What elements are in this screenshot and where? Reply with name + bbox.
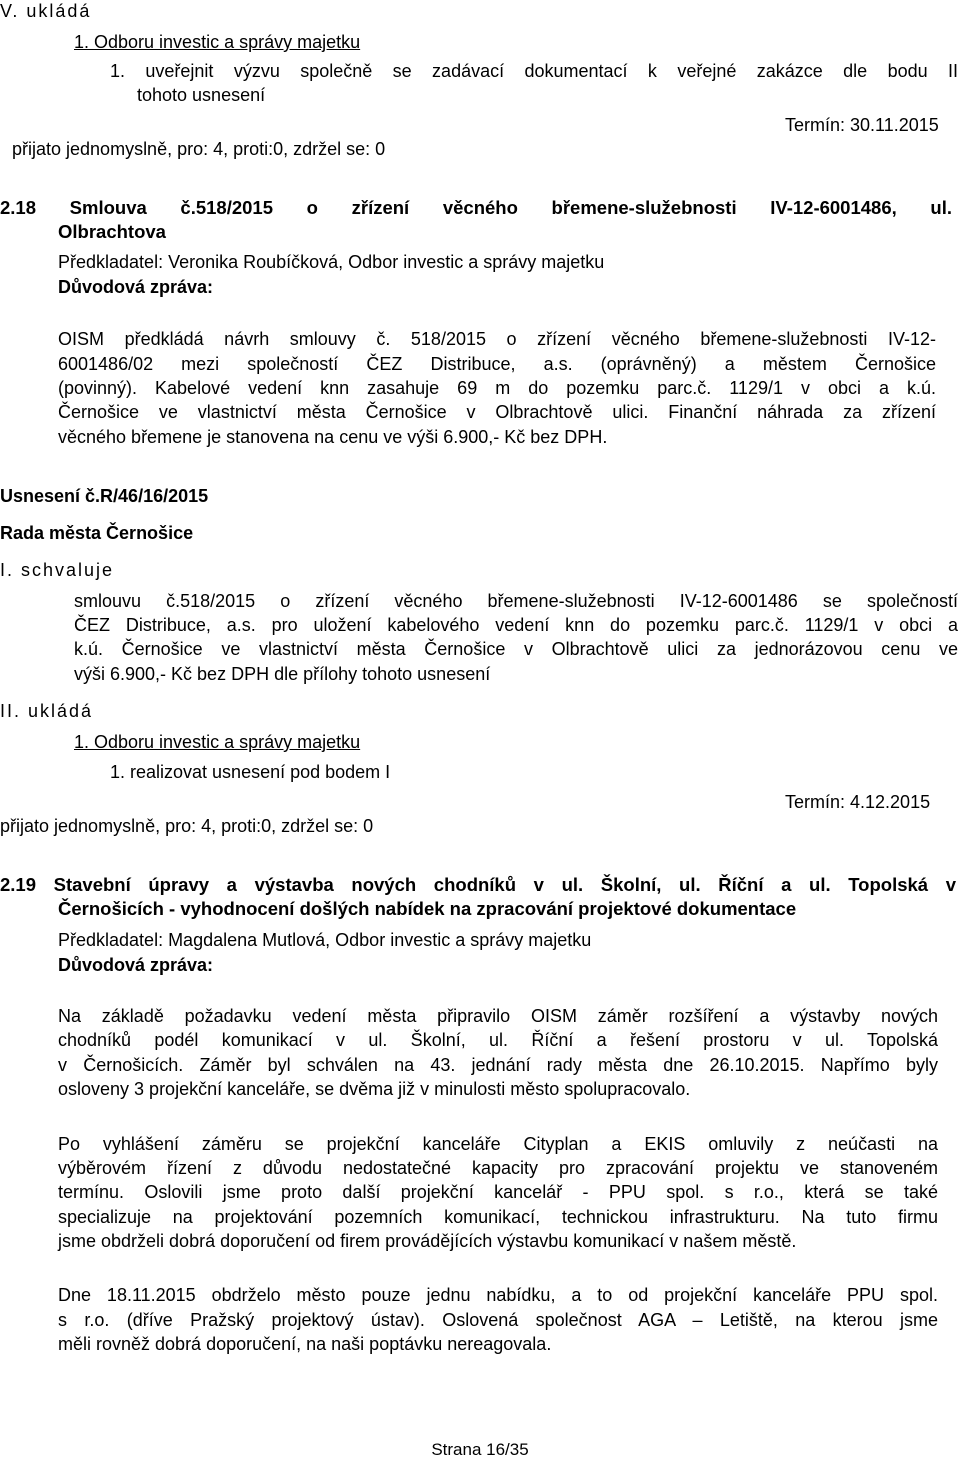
paragraph-line: s r.o. (dříve Pražský projektový ústav). Oslovená společnost AGA – Letiště, na kterou jsme — [58, 1310, 938, 1330]
paragraph-line: Černošice ve vlastnictví města Černošice v Olbrachtově ulici. Finanční náhrada za zřízení — [58, 402, 936, 422]
agenda-item-title: 2.19 Stavební úpravy a výstavba nových chodníků v ul. Školní, ul. Říční a ul. Topolská v — [0, 874, 956, 895]
reason-label: Důvodová zpráva: — [58, 277, 214, 297]
paragraph-line: výběrovém řízení z důvodu nedostatečné kapacity pro zpracování projektu ve stanoveném — [58, 1158, 938, 1178]
paragraph-line: Dne 18.11.2015 obdrželo město pouze jednu nabídku, a to od projekční kanceláře PPU spol. — [58, 1285, 938, 1305]
paragraph-line: Na základě požadavku vedení města připravilo OISM záměr rozšíření a výstavby nových — [58, 1006, 938, 1026]
orders-heading: II. ukládá — [0, 701, 94, 721]
responsible-department: 1. Odboru investic a správy majetku — [74, 32, 361, 52]
agenda-item-title-cont: Černošicích - vyhodnocení došlých nabídek na zpracování projektové dokumentace — [58, 898, 797, 919]
paragraph-line: 6001486/02 mezi společností ČEZ Distribuce, a.s. (oprávněný) a městem Černošice — [58, 354, 936, 374]
responsible-department: 1. Odboru investic a správy majetku — [74, 732, 361, 752]
agenda-item-title: 2.18 Smlouva č.518/2015 o zřízení věcného břemene-služebnosti IV-12-6001486, ul. — [0, 197, 952, 218]
deadline: Termín: 4.12.2015 — [785, 792, 931, 812]
paragraph-line: termínu. Oslovili jsme proto další projekční kancelář - PPU spol. s r.o., která se také — [58, 1182, 938, 1202]
paragraph-line: specializuje na projektování pozemních komunikací, technickou infrastrukturu. Na tuto firmu — [58, 1207, 938, 1227]
task-text: 1. uveřejnit výzvu společně se zadávací dokumentací k veřejné zakázce dle bodu II — [110, 61, 958, 81]
paragraph-line: věcného břemene je stanovena na cenu ve výši 6.900,- Kč bez DPH. — [58, 427, 608, 447]
paragraph-line: chodníků podél komunikací v ul. Školní, ul. Říční a řešení prostoru v ul. Topolská — [58, 1030, 938, 1050]
task-text-cont: tohoto usnesení — [137, 85, 266, 105]
reason-label: Důvodová zpráva: — [58, 955, 214, 975]
agenda-item-title-cont: Olbrachtova — [58, 221, 166, 242]
approves-line: smlouvu č.518/2015 o zřízení věcného břemene-služebnosti IV-12-6001486 se společností — [74, 591, 958, 611]
section-heading-orders: V. ukládá — [0, 1, 92, 21]
paragraph-line: (povinný). Kabelové vedení knn zasahuje 69 m do pozemku parc.č. 1129/1 v obci a k.ú. — [58, 378, 936, 398]
vote-result: přijato jednomyslně, pro: 4, proti:0, zdržel se: 0 — [0, 816, 374, 836]
vote-result: přijato jednomyslně, pro: 4, proti:0, zdržel se: 0 — [12, 139, 386, 159]
paragraph-line: jsme obdrželi dobrá doporučení od firem provádějících výstavbu komunikací v našem městě. — [58, 1231, 797, 1251]
approves-line: výši 6.900,- Kč bez DPH dle přílohy tohoto usnesení — [74, 664, 491, 684]
task-text: 1. realizovat usnesení pod bodem I — [110, 762, 391, 782]
presenter: Předkladatel: Veronika Roubíčková, Odbor investic a správy majetku — [58, 252, 605, 272]
resolution-number: Usnesení č.R/46/16/2015 — [0, 486, 209, 506]
paragraph-line: Po vyhlášení záměru se projekční kanceláře Cityplan a EKIS omluvily z neúčasti na — [58, 1134, 938, 1154]
paragraph-line: OISM předkládá návrh smlouvy č. 518/2015 o zřízení věcného břemene-služebnosti IV-12- — [58, 329, 936, 349]
presenter: Předkladatel: Magdalena Mutlová, Odbor investic a správy majetku — [58, 930, 592, 950]
approves-heading: I. schvaluje — [0, 560, 115, 580]
council-name: Rada města Černošice — [0, 523, 194, 543]
paragraph-line: osloveny 3 projekční kanceláře, se dvěma již v minulosti město spolupracovalo. — [58, 1079, 691, 1099]
deadline: Termín: 30.11.2015 — [785, 115, 939, 135]
paragraph-line: měli rovněž dobrá doporučení, na naši poptávku nereagovala. — [58, 1334, 552, 1354]
paragraph-line: v Černošicích. Záměr byl schválen na 43. jednání rady města dne 26.10.2015. Napřímo byly — [58, 1055, 938, 1075]
approves-line: ČEZ Distribuce, a.s. pro uložení kabelového vedení knn do pozemku parc.č. 1129/1 v obci a — [74, 615, 958, 635]
page-number: Strana 16/35 — [431, 1440, 529, 1459]
approves-line: k.ú. Černošice ve vlastnictví města Černošice v Olbrachtově ulici za jednorázovou cenu ve — [74, 639, 958, 659]
